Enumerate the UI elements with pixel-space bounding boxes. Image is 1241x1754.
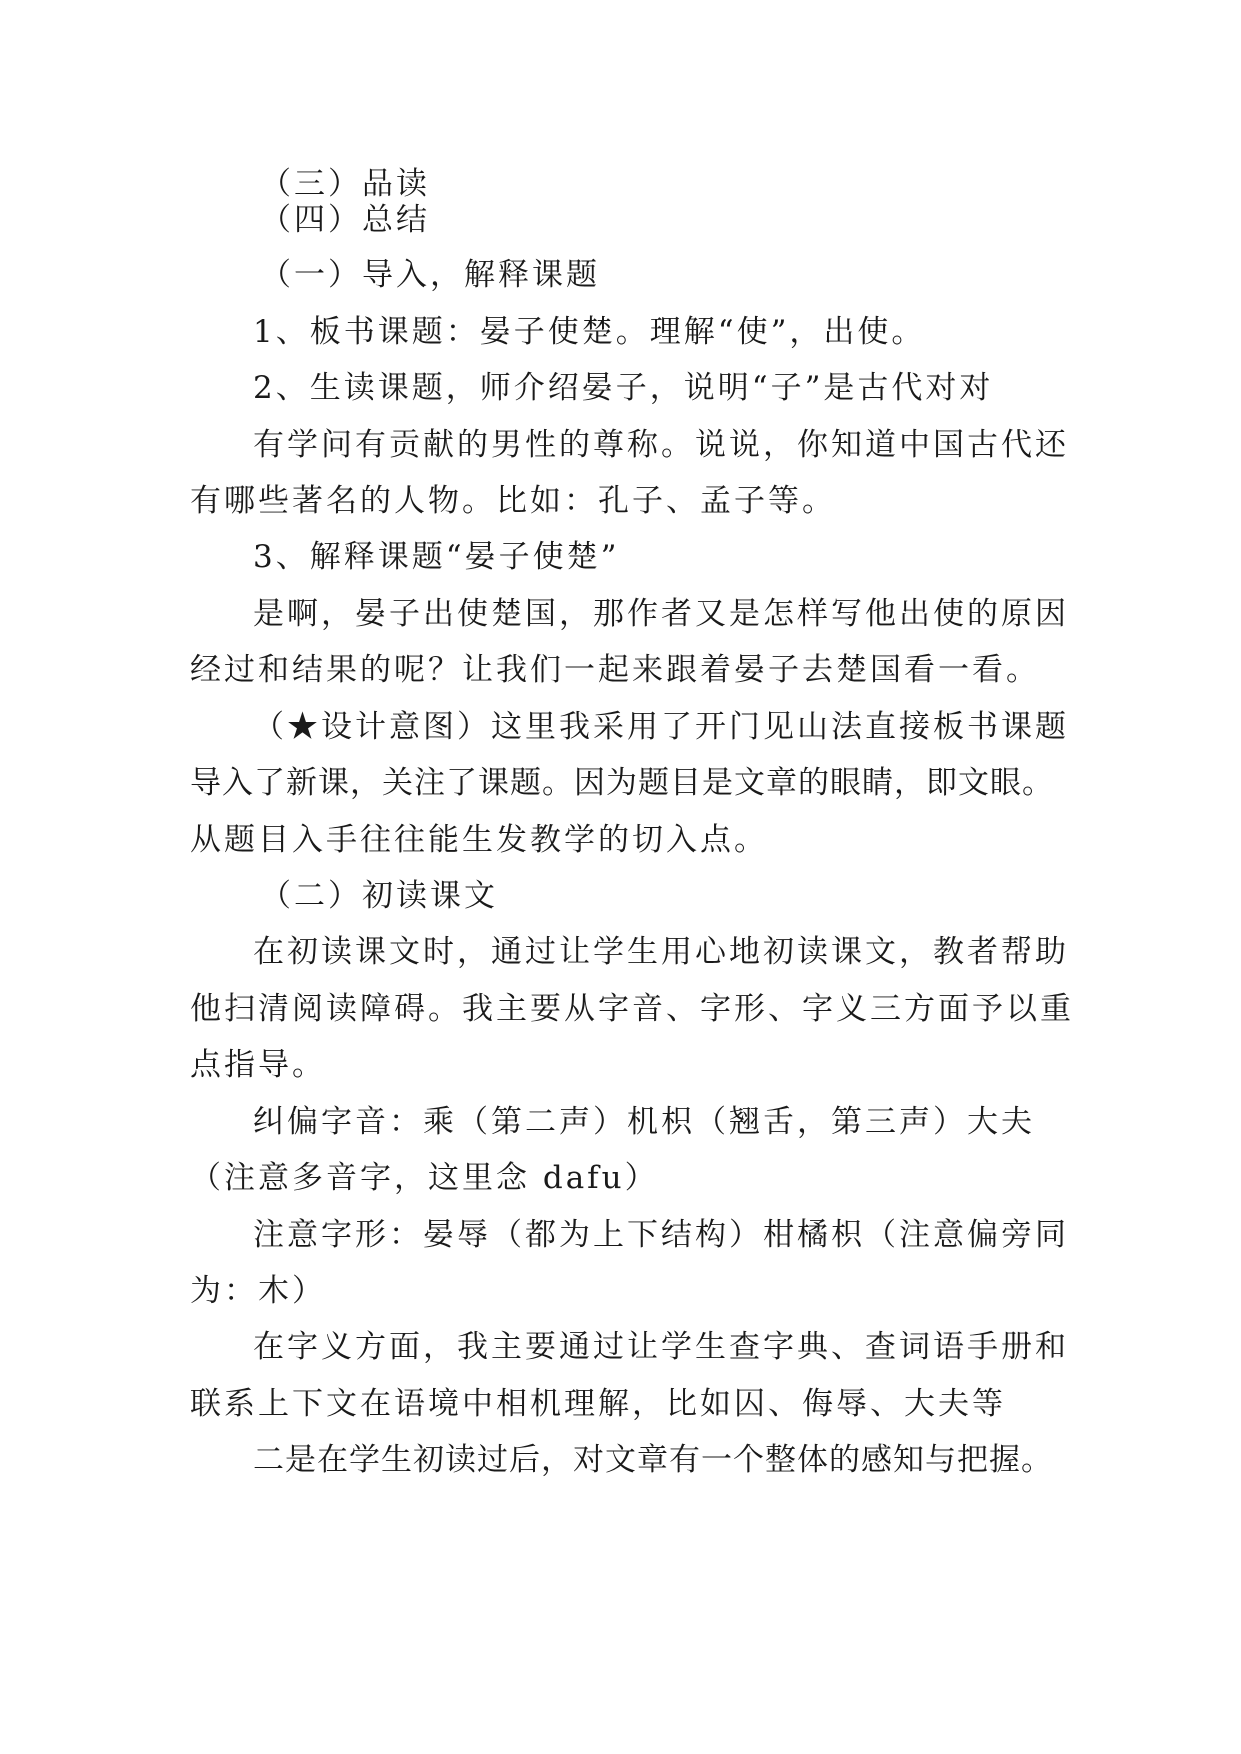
heading-pindu: （三）品读 (260, 166, 430, 202)
paragraph-line: 在字义方面，我主要通过让学生查字典、查词语手册和 (253, 1329, 1069, 1365)
paragraph-line: 为：木） (190, 1273, 326, 1309)
paragraph-line: 是啊，晏子出使楚国，那作者又是怎样写他出使的原因 (253, 596, 1069, 632)
paragraph-line: 二是在学生初读过后，对文章有一个整体的感知与把握。 (253, 1442, 1053, 1478)
heading-daoru: （一）导入，解释课题 (260, 257, 600, 293)
paragraph-line: 从题目入手往往能生发教学的切入点。 (190, 822, 768, 858)
heading-zongjie: （四）总结 (260, 202, 430, 238)
paragraph-line: 有学问有贡献的男性的尊称。说说，你知道中国古代还 (253, 427, 1069, 463)
paragraph-line: 1、板书课题：晏子使楚。理解“使”，出使。 (253, 314, 926, 350)
paragraph-line: 经过和结果的呢？让我们一起来跟着晏子去楚国看一看。 (190, 652, 1040, 688)
heading-chudu: （二）初读课文 (260, 878, 498, 914)
paragraph-line: 有哪些著名的人物。比如：孔子、孟子等。 (190, 483, 836, 519)
paragraph-line: 纠偏字音：乘（第二声）机枳（翘舌，第三声）大夫 (253, 1104, 1035, 1140)
paragraph-line: 点指导。 (190, 1047, 326, 1083)
paragraph-line: （★设计意图）这里我采用了开门见山法直接板书课题 (253, 709, 1069, 745)
paragraph-line: 注意字形：晏辱（都为上下结构）柑橘枳（注意偏旁同 (253, 1217, 1069, 1253)
paragraph-line: 导入了新课，关注了课题。因为题目是文章的眼睛，即文眼。 (190, 765, 1054, 801)
paragraph-line: 在初读课文时，通过让学生用心地初读课文，教者帮助 (253, 934, 1069, 970)
paragraph-line: 他扫清阅读障碍。我主要从字音、字形、字义三方面予以重 (190, 991, 1074, 1027)
paragraph-line: 2、生读课题，师介绍晏子，说明“子”是古代对对 (253, 370, 994, 406)
paragraph-line: （注意多音字，这里念 dafu） (190, 1160, 659, 1196)
paragraph-line: 3、解释课题“晏子使楚” (253, 539, 620, 575)
paragraph-line: 联系上下文在语境中相机理解，比如囚、侮辱、大夫等 (190, 1386, 1006, 1422)
